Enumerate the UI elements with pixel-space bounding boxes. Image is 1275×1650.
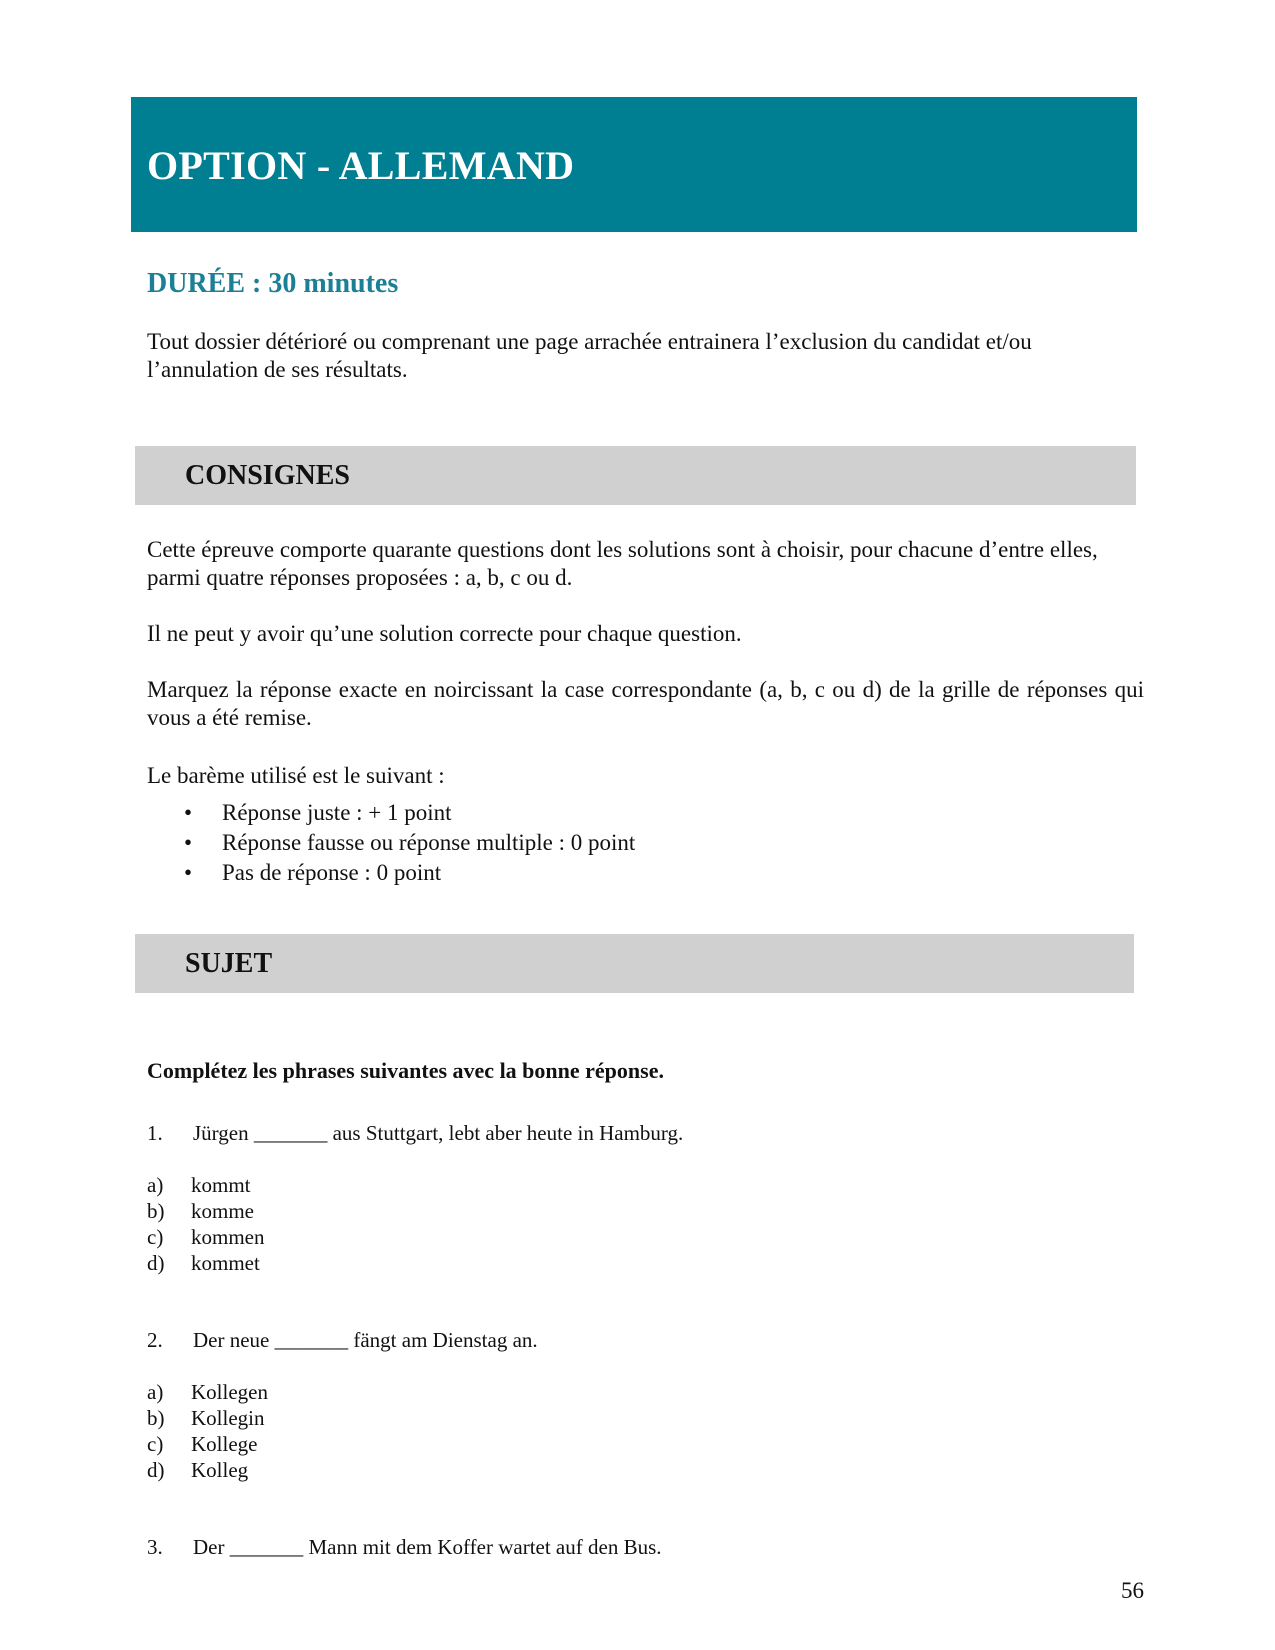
option-letter: d) [147, 1251, 165, 1275]
bullet-icon: • [184, 800, 193, 825]
list-item [147, 828, 635, 858]
option-letter: b) [147, 1406, 165, 1430]
consignes-paragraph-1: Cette épreuve comporte quarante questions dont les solutions sont à choisir, pour chacune d’entre elles, parmi quatre réponses proposées : a, b, c ou d. [147, 537, 1098, 590]
question-2-options [147, 1379, 268, 1483]
option-item [147, 1457, 268, 1483]
option-text: kommt [191, 1173, 251, 1197]
question-number: 2. [147, 1328, 163, 1352]
bareme-item-text: Réponse juste : + 1 point [222, 800, 452, 825]
bareme-item-text: Pas de réponse : 0 point [222, 860, 442, 885]
question-number: 3. [147, 1535, 163, 1559]
option-letter: c) [147, 1432, 164, 1456]
list-item [147, 798, 635, 828]
option-item [147, 1224, 265, 1250]
question-number: 1. [147, 1121, 163, 1145]
option-item [147, 1198, 265, 1224]
bullet-icon: • [184, 830, 193, 855]
option-letter: b) [147, 1199, 165, 1223]
option-text: Kolleg [191, 1458, 249, 1482]
consignes-paragraph-2: Il ne peut y avoir qu’une solution correcte pour chaque question. [147, 621, 742, 646]
question-text: Jürgen _______ aus Stuttgart, lebt aber heute in Hamburg. [193, 1121, 684, 1145]
bareme-list [147, 798, 635, 888]
option-letter: d) [147, 1458, 165, 1482]
page-number: 56 [1121, 1578, 1144, 1603]
bareme-item-text: Réponse fausse ou réponse multiple : 0 point [222, 830, 636, 855]
option-text: kommet [191, 1251, 260, 1275]
option-letter: c) [147, 1225, 164, 1249]
question-text: Der neue _______ fängt am Dienstag an. [193, 1328, 538, 1352]
option-letter: a) [147, 1380, 164, 1404]
sujet-section-bar [135, 934, 1134, 993]
bareme-intro: Le barème utilisé est le suivant : [147, 763, 445, 788]
title-banner [131, 97, 1137, 232]
list-item [147, 858, 635, 888]
question-1 [147, 1120, 683, 1146]
consignes-section-bar [135, 446, 1136, 505]
option-letter: a) [147, 1173, 164, 1197]
option-text: komme [191, 1199, 254, 1223]
option-item [147, 1172, 265, 1198]
option-text: Kollege [191, 1432, 258, 1456]
option-item [147, 1250, 265, 1276]
option-text: kommen [191, 1225, 265, 1249]
option-item [147, 1431, 268, 1457]
consignes-paragraph-3: Marquez la réponse exacte en noircissant la case correspondante (a, b, c ou d) de la grille de réponses qui vous a été remise. [147, 677, 1144, 730]
duration-heading: DURÉE : 30 minutes [147, 268, 399, 299]
sujet-heading: SUJET [185, 948, 273, 979]
question-3 [147, 1534, 662, 1560]
warning-paragraph: Tout dossier détérioré ou comprenant une page arrachée entrainera l’exclusion du candidat et/ou l’annulation de ses résultats. [147, 329, 1032, 382]
sujet-instruction: Complétez les phrases suivantes avec la bonne réponse. [147, 1058, 664, 1083]
page-title: OPTION - ALLEMAND [147, 143, 575, 188]
question-text: Der _______ Mann mit dem Koffer wartet auf den Bus. [193, 1535, 662, 1559]
option-text: Kollegin [191, 1406, 265, 1430]
option-text: Kollegen [191, 1380, 268, 1404]
consignes-heading: CONSIGNES [185, 460, 350, 491]
question-2 [147, 1327, 538, 1353]
option-item [147, 1379, 268, 1405]
bullet-icon: • [184, 860, 193, 885]
question-1-options [147, 1172, 265, 1276]
option-item [147, 1405, 268, 1431]
